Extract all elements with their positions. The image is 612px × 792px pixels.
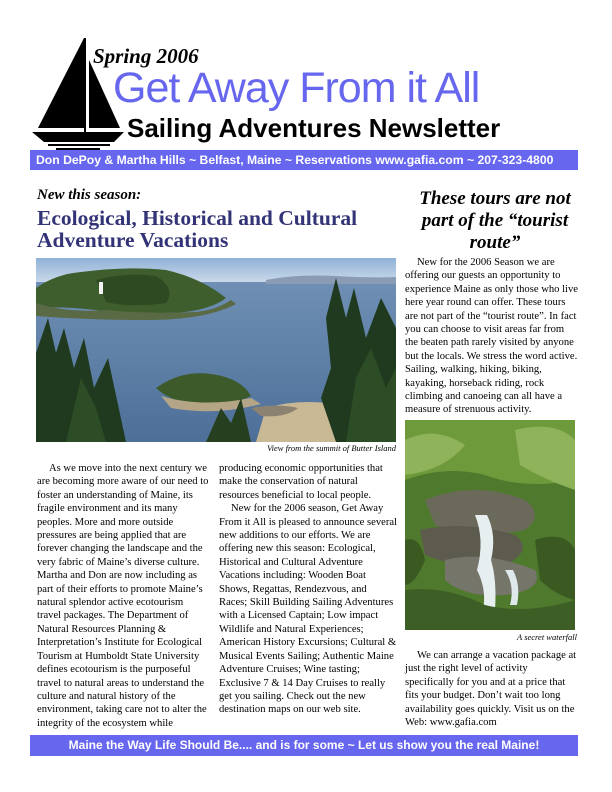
waterfall-photo	[405, 420, 575, 630]
island-photo-caption: View from the summit of Butter Island	[267, 443, 396, 453]
article-paragraph: As we move into the next century we are becoming more aware of our need to foster an understanding of Maine, its fragile environment and its many peoples. More and more outside pressures are being applied that are forever changing the landscape and the very fabric of Maine’s diverse culture. Martha and Don are now including as part of their efforts to promote Maine’s natural splendor active ecotourism travel packages. The Department of Natural Resources Planning & Interpretation’s Institute for Ecological Tourism at Humboldt State University defines ecotourism is the purposeful travel to natural areas to understand the culture and natural history of the environment, taking care not to alter the integrity of the ecosystem while	[37, 463, 209, 729]
article-kicker: New this season:	[37, 187, 142, 203]
issue-season: Spring 2006	[93, 44, 199, 68]
article-column-1	[37, 462, 209, 730]
article-headline: Ecological, Historical and Cultural Adventure Vacations	[37, 206, 358, 252]
sidebar-text-2	[405, 649, 579, 729]
waterfall-photo-caption: A secret waterfall	[517, 632, 577, 642]
footer-bar: Maine the Way Life Should Be.... and is for some ~ Let us show you the real Maine!	[30, 735, 578, 756]
newsletter-subtitle: Sailing Adventures Newsletter	[127, 113, 501, 143]
newsletter-title: Get Away From it All	[113, 64, 480, 112]
article-paragraph: producing economic opportunities that make the conservation of natural resources beneficial to local people.	[219, 463, 383, 501]
sidebar-headline: These tours are not part of the “tourist route”	[419, 188, 571, 253]
sidebar-paragraph: New for the 2006 Season we are offering our guests an opportunity to experience Maine as only those who live here year round can offer. These tours are not part of the “tourist route”. In fact you can choose to visit areas far from the beaten path rarely visited by anyone but the locals. We stress the word active. Sailing, walking, hiking, biking, kayaking, horseback riding, rock climbing and canoeing can all have a measure of strenuous activity.	[405, 257, 578, 416]
article-paragraph: New for the 2006 season, Get Away From it All is pleased to announce several new additions to our efforts. We are offering new this season: Ecological, Historical and Cultural Adventure Vacations including: Wooden Boat Shows, Regattas, Rendezvous, and Races; Skill Building Sailing Adventures with a Licensed Captain; Low impact Wildlife and Natural Experiences; American History Excursions; Cultural & Musical Events Sailing; Authentic Maine Adventure Cruises; Wine tasting; Exclusive 7 & 14 Day Cruises to really get you sailing. Check out the new destination maps on our web site.	[219, 503, 397, 716]
island-photo	[36, 258, 396, 442]
sidebar-text	[405, 256, 579, 417]
contact-bar: Don DePoy & Martha Hills ~ Belfast, Maine ~ Reservations www.gafia.com ~ 207-323-4800	[30, 150, 578, 170]
article-column-2	[219, 462, 397, 717]
sidebar-paragraph: We can arrange a vacation package at just the right level of activity specifically for you and at a price that fits your budget. Don’t wait too long availability goes quickly. Visit us on the Web: www.gafia.com	[405, 650, 577, 729]
